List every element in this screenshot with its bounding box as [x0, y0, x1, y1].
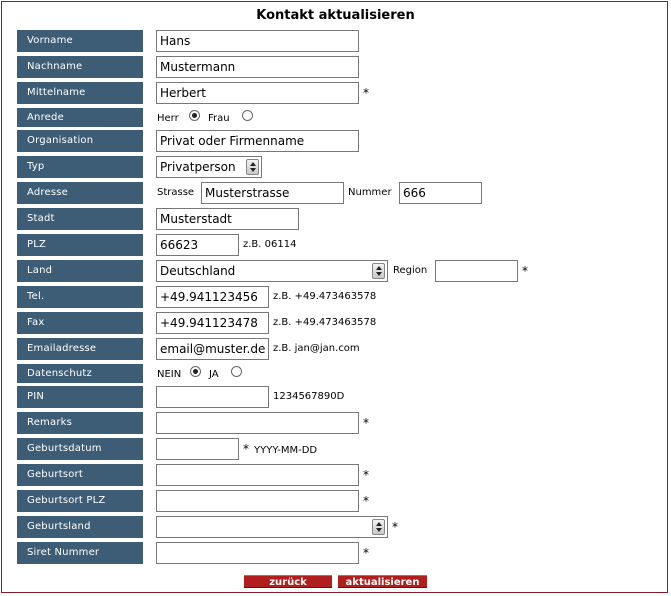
email-input[interactable]: [156, 338, 269, 360]
label-anrede: Anrede: [17, 108, 143, 127]
pin-hint: 1234567890D: [273, 391, 345, 402]
herr-radio[interactable]: [189, 110, 200, 121]
label-siret: Siret Nummer: [17, 542, 143, 564]
required-marker: *: [363, 416, 369, 430]
back-button[interactable]: zurück: [244, 575, 332, 588]
label-nachname: Nachname: [17, 56, 143, 78]
vorname-input[interactable]: [156, 30, 359, 52]
geburtsort-input[interactable]: [156, 464, 359, 486]
label-geburtsort-plz: Geburtsort PLZ: [17, 490, 143, 512]
select-arrows-icon: [372, 519, 385, 535]
tel-input[interactable]: [156, 286, 269, 308]
strasse-label: Strasse: [157, 187, 195, 198]
required-marker: *: [363, 468, 369, 482]
frau-label: Frau: [208, 113, 230, 124]
required-marker: *: [243, 442, 249, 456]
label-typ: Typ: [17, 156, 143, 178]
typ-select-value: Privatperson: [160, 160, 236, 174]
mittelname-input[interactable]: [156, 82, 359, 104]
label-geburtsort: Geburtsort: [17, 464, 143, 486]
label-land: Land: [17, 260, 143, 282]
herr-label: Herr: [157, 113, 179, 124]
label-stadt: Stadt: [17, 208, 143, 230]
ja-radio[interactable]: [231, 366, 242, 377]
geburtsland-select[interactable]: [156, 516, 388, 538]
update-button[interactable]: aktualisieren: [338, 575, 427, 588]
geburtsdatum-input[interactable]: [156, 438, 239, 460]
nein-radio[interactable]: [190, 366, 201, 377]
ja-label: JA: [209, 369, 219, 380]
label-pin: PIN: [17, 386, 143, 408]
label-adresse: Adresse: [17, 182, 143, 204]
typ-select[interactable]: [156, 156, 262, 178]
siret-input[interactable]: [156, 542, 359, 564]
plz-input[interactable]: [156, 234, 239, 256]
required-marker: *: [363, 494, 369, 508]
email-hint: z.B. jan@jan.com: [273, 343, 360, 354]
nummer-label: Nummer: [348, 187, 392, 198]
land-select[interactable]: [156, 260, 388, 282]
required-marker: *: [392, 520, 398, 534]
select-arrows-icon: [372, 263, 385, 279]
label-fax: Fax: [17, 312, 143, 334]
label-plz: PLZ: [17, 234, 143, 256]
stadt-input[interactable]: [156, 208, 299, 230]
label-mittelname: Mittelname: [17, 82, 143, 104]
select-arrows-icon: [246, 159, 259, 175]
land-select-value: Deutschland: [160, 264, 236, 278]
fax-input[interactable]: [156, 312, 269, 334]
page-title: Kontakt aktualisieren: [256, 8, 415, 23]
date-format-hint: YYYY-MM-DD: [254, 445, 318, 456]
label-tel: Tel.: [17, 286, 143, 308]
region-label: Region: [393, 265, 428, 276]
nachname-input[interactable]: [156, 56, 359, 78]
label-geburtsland: Geburtsland: [17, 516, 143, 538]
required-marker: *: [363, 86, 369, 100]
strasse-input[interactable]: [201, 182, 344, 204]
label-geburtsdatum: Geburtsdatum: [17, 438, 143, 460]
geburtsort-plz-input[interactable]: [156, 490, 359, 512]
fax-hint: z.B. +49.473463578: [273, 317, 377, 328]
label-email: Emailadresse: [17, 338, 143, 360]
pin-input[interactable]: [156, 386, 269, 408]
label-remarks: Remarks: [17, 412, 143, 434]
tel-hint: z.B. +49.473463578: [273, 291, 377, 302]
label-vorname: Vorname: [17, 30, 143, 52]
plz-hint: z.B. 06114: [243, 239, 297, 250]
label-datenschutz: Datenschutz: [17, 364, 143, 383]
nummer-input[interactable]: [399, 182, 482, 204]
label-organisation: Organisation: [17, 130, 143, 152]
organisation-input[interactable]: [156, 130, 359, 152]
remarks-input[interactable]: [156, 412, 359, 434]
required-marker: *: [522, 264, 528, 278]
frau-radio[interactable]: [242, 110, 253, 121]
region-input[interactable]: [435, 260, 518, 282]
nein-label: NEIN: [157, 369, 182, 380]
required-marker: *: [363, 546, 369, 560]
